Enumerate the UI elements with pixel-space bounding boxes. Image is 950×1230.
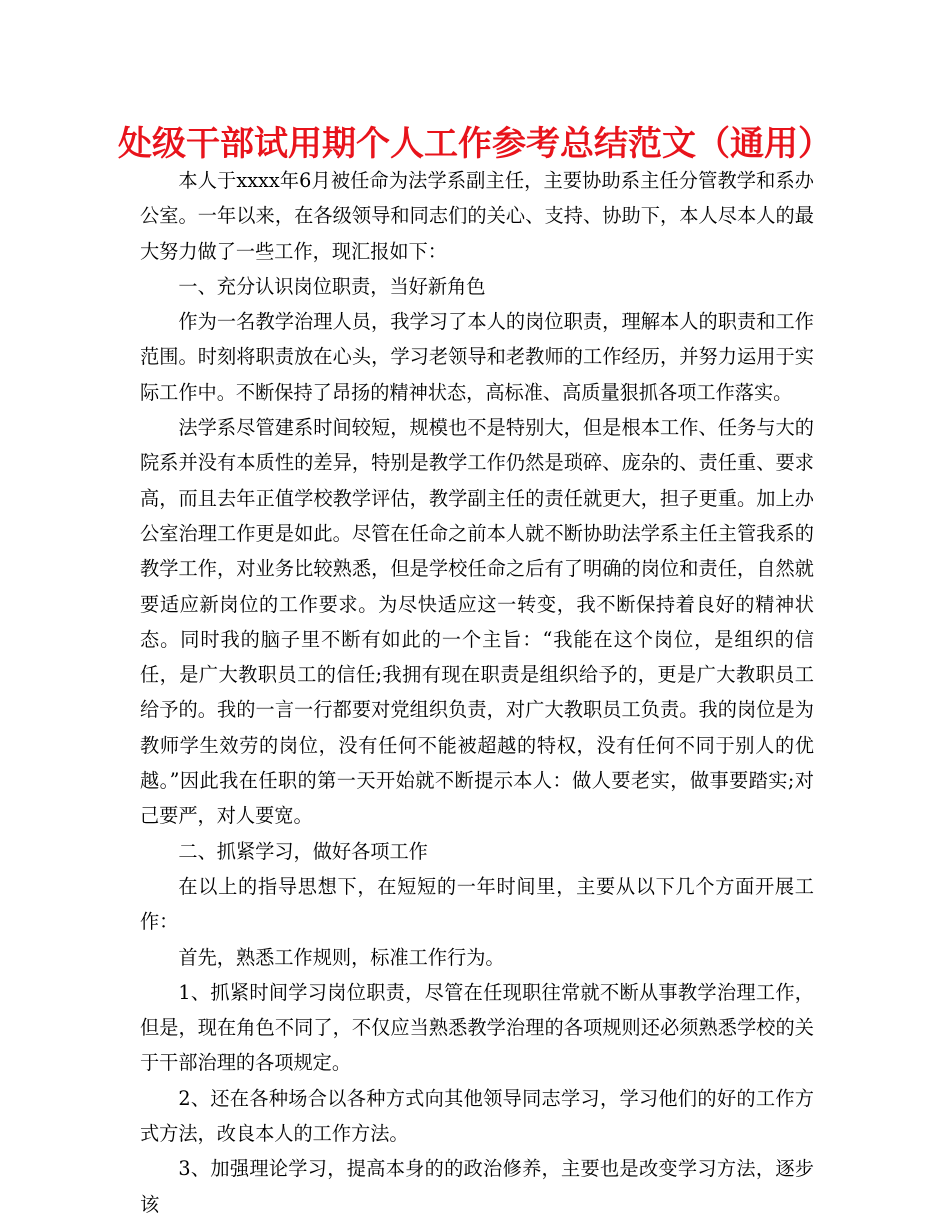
section-heading-2: 二、抓紧学习，做好各项工作 [178, 839, 428, 863]
paragraph: 作为一名教学治理人员，我学习了本人的岗位职责，理解本人的职责和工作范围。时刻将职责放在心头，学习老领导和老教师的工作经历，并努力运用于实际工作中。不断保持了昂扬的精神状态，高标准、高质量狠抓各项工作落实。 [140, 310, 814, 404]
list-item: 3、加强理论学习，提高本身的的政治修养，主要也是改变学习方法，逐步该 [140, 1157, 814, 1216]
section-heading-1: 一、充分认识岗位职责，当好新角色 [178, 274, 486, 298]
list-item: 2、还在各种场合以各种方式向其他领导同志学习，学习他们的好的工作方式方法，改良本人的工作方法。 [140, 1086, 814, 1146]
document-title: 处级干部试用期个人工作参考总结范文（通用） [118, 124, 832, 164]
paragraph: 法学系尽管建系时间较短，规模也不是特别大，但是根本工作、任务与大的院系并没有本质性的差异，特别是教学工作仍然是琐碎、庞杂的、责任重、要求高，而且去年正值学校教学评估，教学副主任的责任就更大，担子更重。加上办公室治理工作更是如此。尽管在任命之前本人就不断协助法学系主任主管我系的教学工作，对业务比较熟悉，但是学校任命之后有了明确的岗位和责任，自然就要适应新岗位的工作要求。为尽快适应这一转变，我不断保持着良好的精神状态。同时我的脑子里不断有如此的一个主旨：“我能在这个岗位，是组织的信任，是广大教职员工的信任;我拥有现在职责是组织给予的，更是广大教职员工给予的。我的一言一行都要对党组织负责，对广大教职员工负责。我的岗位是为教师学生效劳的岗位，没有任何不能被超越的特权，没有任何不同于别人的优越。”因此我在任职的第一天开始就不断提示本人：做人要老实，做事要踏实;对己要严，对人要宽。 [140, 416, 814, 828]
paragraph: 首先，熟悉工作规则，标准工作行为。 [178, 945, 505, 969]
document-body [140, 163, 814, 1222]
list-item: 1、抓紧时间学习岗位职责，尽管在任现职往常就不断从事教学治理工作，但是，现在角色不同了，不仅应当熟悉教学治理的各项规则还必须熟悉学校的关于干部治理的各项规定。 [140, 980, 814, 1075]
paragraph-intro: 本人于xxxx年6月被任命为法学系副主任，主要协助系主任分管教学和系办公室。一年以来，在各级领导和同志们的关心、支持、协助下，本人尽本人的最大努力做了一些工作，现汇报如下： [140, 169, 814, 263]
paragraph: 在以上的指导思想下，在短短的一年时间里，主要从以下几个方面开展工作： [140, 874, 814, 934]
